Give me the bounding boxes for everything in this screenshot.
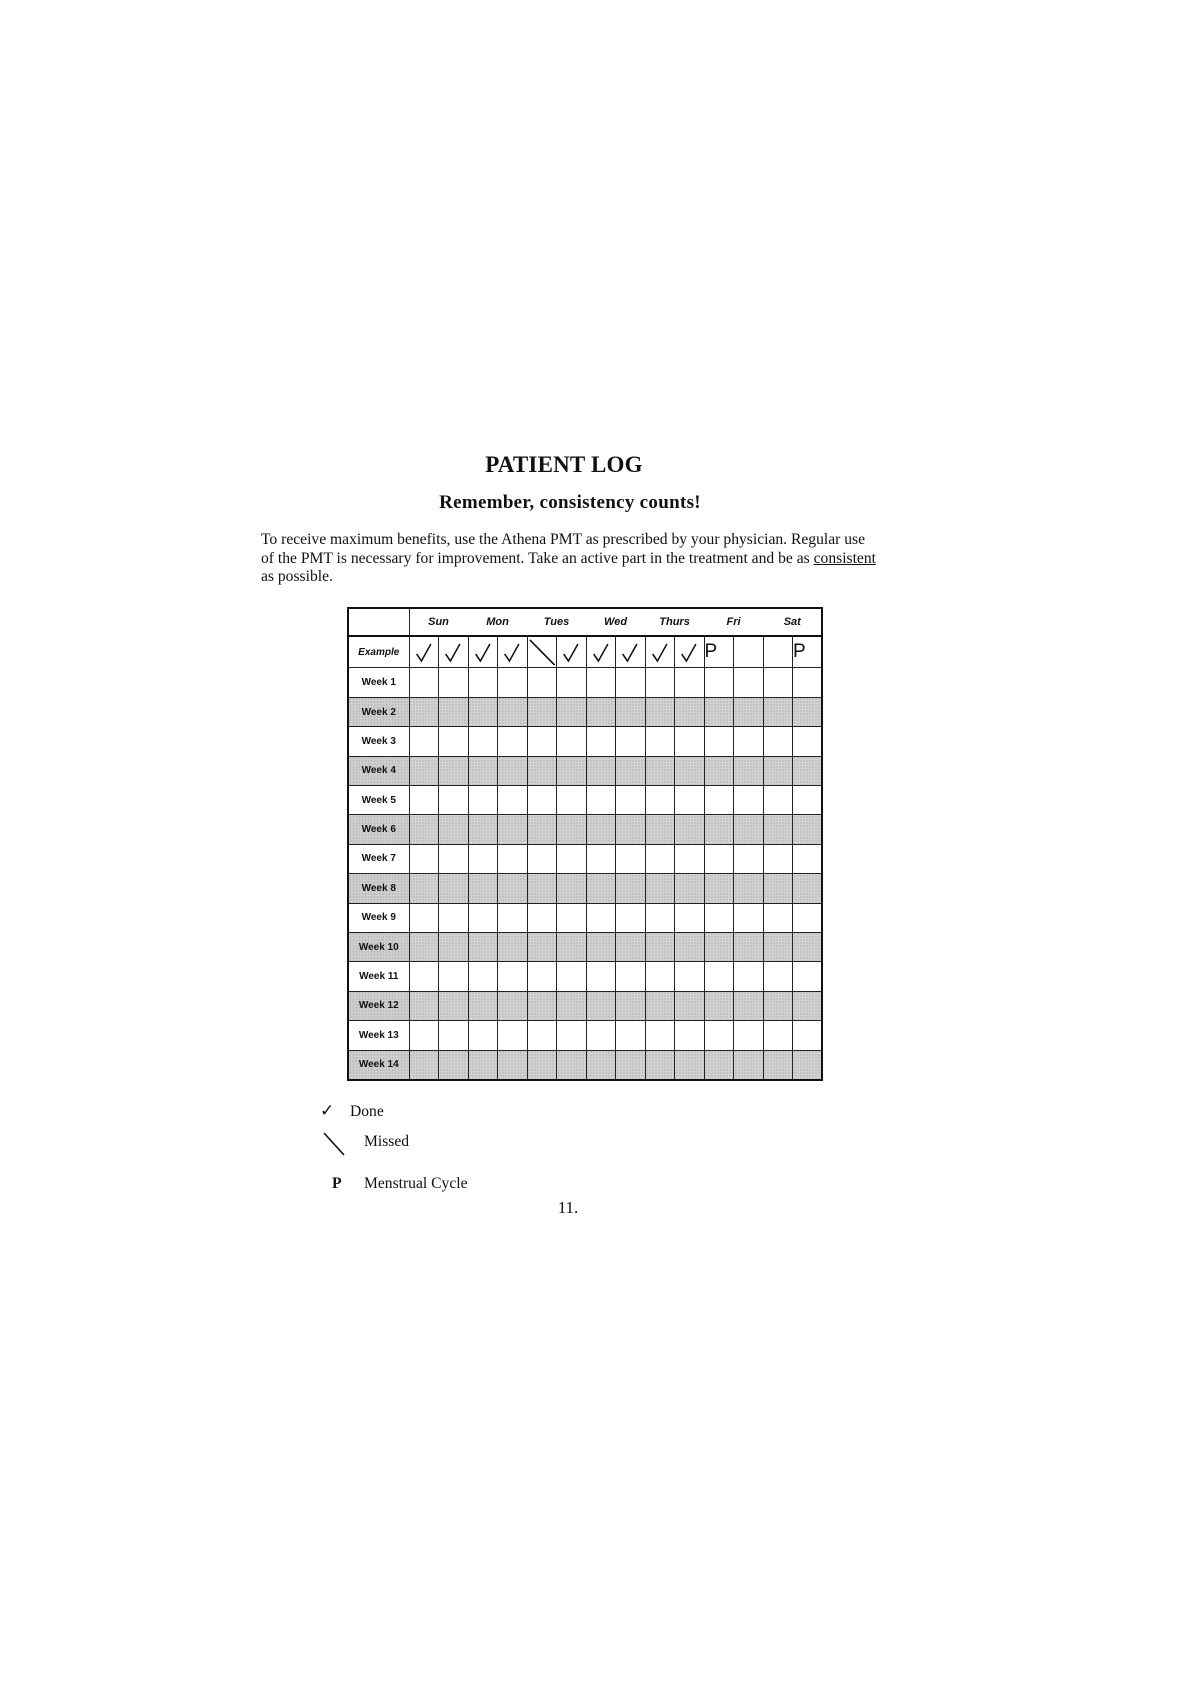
log-cell: [704, 1050, 734, 1080]
log-cell: [498, 756, 528, 785]
week-row: [348, 668, 822, 697]
week-label: Week 13: [348, 1021, 409, 1050]
intro-paragraph: [261, 531, 881, 587]
log-cell: [645, 1050, 675, 1080]
log-cell: [645, 785, 675, 814]
week-label: Week 1: [348, 668, 409, 697]
log-cell: [734, 636, 764, 668]
done-checkmark-icon: [498, 636, 528, 668]
log-cell: [409, 903, 439, 932]
log-cell: [793, 874, 823, 903]
log-cell: [675, 991, 705, 1020]
menstrual-p-mark: P: [704, 636, 734, 668]
log-cell: [439, 756, 469, 785]
log-cell: [645, 1021, 675, 1050]
week-label: Week 12: [348, 991, 409, 1020]
log-cell: [557, 1050, 587, 1080]
log-cell: [734, 1050, 764, 1080]
log-cell: [763, 932, 793, 961]
log-cell: [704, 1021, 734, 1050]
log-cell: [409, 785, 439, 814]
log-cell: [409, 991, 439, 1020]
log-cell: [675, 874, 705, 903]
log-cell: [675, 785, 705, 814]
log-cell: [557, 874, 587, 903]
log-cell: [557, 991, 587, 1020]
log-cell: [704, 756, 734, 785]
log-cell: [557, 785, 587, 814]
week-row: [348, 785, 822, 814]
menstrual-p-symbol: P: [332, 1175, 342, 1192]
log-cell: [468, 962, 498, 991]
week-label: Week 14: [348, 1050, 409, 1080]
log-cell: [468, 756, 498, 785]
log-cell: [645, 697, 675, 726]
log-cell: [557, 844, 587, 873]
log-cell: [675, 756, 705, 785]
log-cell: [439, 785, 469, 814]
log-cell: [734, 1021, 764, 1050]
log-cell: [409, 697, 439, 726]
log-cell: [704, 785, 734, 814]
log-cell: [586, 697, 616, 726]
log-cell: [409, 962, 439, 991]
log-cell: [616, 727, 646, 756]
log-cell: [498, 844, 528, 873]
day-header-wed: Wed: [586, 608, 645, 636]
log-cell: [734, 697, 764, 726]
log-cell: [675, 962, 705, 991]
log-cell: [586, 844, 616, 873]
done-checkmark-icon: [675, 636, 705, 668]
log-cell: [793, 756, 823, 785]
log-cell: [439, 1021, 469, 1050]
log-cell: [734, 727, 764, 756]
log-cell: [616, 903, 646, 932]
log-cell: [557, 1021, 587, 1050]
week-label: Week 9: [348, 903, 409, 932]
log-cell: [557, 756, 587, 785]
log-cell: [409, 1050, 439, 1080]
log-cell: [586, 1021, 616, 1050]
log-cell: [468, 815, 498, 844]
log-cell: [586, 903, 616, 932]
missed-slash-icon: [527, 636, 557, 668]
log-cell: [675, 903, 705, 932]
log-cell: [763, 874, 793, 903]
log-cell: [704, 874, 734, 903]
log-cell: [645, 727, 675, 756]
log-cell: [763, 697, 793, 726]
week-row: [348, 991, 822, 1020]
log-cell: [557, 962, 587, 991]
log-cell: [468, 903, 498, 932]
log-cell: [616, 962, 646, 991]
patient-log-table: [347, 607, 823, 1081]
week-label: Week 5: [348, 785, 409, 814]
log-cell: [586, 668, 616, 697]
table-header-row: [348, 608, 822, 636]
log-cell: [645, 962, 675, 991]
log-cell: [586, 785, 616, 814]
log-cell: [439, 1050, 469, 1080]
log-cell: [527, 815, 557, 844]
log-cell: [498, 1021, 528, 1050]
log-cell: [498, 727, 528, 756]
log-cell: [616, 785, 646, 814]
week-row: [348, 1050, 822, 1080]
log-cell: [498, 1050, 528, 1080]
log-cell: [616, 991, 646, 1020]
log-cell: [468, 727, 498, 756]
page-subtitle: Remember, consistency counts!: [439, 492, 701, 513]
legend-label-done: Done: [350, 1103, 384, 1120]
log-cell: [734, 668, 764, 697]
log-cell: [793, 785, 823, 814]
example-row: [348, 636, 822, 668]
log-cell: [704, 932, 734, 961]
log-cell: [793, 991, 823, 1020]
done-checkmark-icon: [409, 636, 439, 668]
week-label: Week 11: [348, 962, 409, 991]
log-cell: [439, 903, 469, 932]
log-cell: [468, 785, 498, 814]
log-cell: [527, 932, 557, 961]
log-cell: [498, 697, 528, 726]
log-cell: [439, 844, 469, 873]
table-corner: [348, 608, 409, 636]
log-cell: [763, 785, 793, 814]
week-row: [348, 697, 822, 726]
done-checkmark-icon: [645, 636, 675, 668]
log-cell: [468, 697, 498, 726]
log-cell: [586, 932, 616, 961]
week-row: [348, 962, 822, 991]
week-row: [348, 903, 822, 932]
log-cell: [793, 932, 823, 961]
log-cell: [409, 756, 439, 785]
log-cell: [498, 903, 528, 932]
log-cell: [409, 815, 439, 844]
page-number: 11.: [557, 1198, 579, 1217]
log-cell: [645, 991, 675, 1020]
log-cell: [616, 932, 646, 961]
log-cell: [468, 668, 498, 697]
week-label: Week 6: [348, 815, 409, 844]
log-cell: [675, 844, 705, 873]
done-checkmark-icon: [439, 636, 469, 668]
log-cell: [527, 785, 557, 814]
log-cell: [734, 932, 764, 961]
week-label: Week 2: [348, 697, 409, 726]
log-cell: [675, 1021, 705, 1050]
week-label: Week 3: [348, 727, 409, 756]
log-cell: [498, 785, 528, 814]
week-row: [348, 815, 822, 844]
intro-underlined-word: consistent: [813, 549, 876, 567]
log-cell: [645, 874, 675, 903]
log-cell: [793, 727, 823, 756]
log-cell: [527, 697, 557, 726]
log-cell: [675, 727, 705, 756]
log-cell: [704, 844, 734, 873]
log-cell: [734, 991, 764, 1020]
log-cell: [675, 668, 705, 697]
done-checkmark-icon: [616, 636, 646, 668]
log-cell: [498, 932, 528, 961]
day-header-thurs: Thurs: [645, 608, 704, 636]
log-cell: [734, 903, 764, 932]
log-cell: [616, 874, 646, 903]
log-cell: [586, 756, 616, 785]
log-cell: [616, 697, 646, 726]
log-cell: [704, 903, 734, 932]
week-label: Week 10: [348, 932, 409, 961]
week-row: [348, 756, 822, 785]
log-cell: [586, 727, 616, 756]
log-cell: [557, 903, 587, 932]
log-cell: [763, 727, 793, 756]
log-cell: [498, 962, 528, 991]
menstrual-p-mark: P: [793, 636, 823, 668]
log-cell: [498, 815, 528, 844]
legend-label-missed: Missed: [364, 1133, 410, 1150]
log-cell: [439, 874, 469, 903]
log-cell: [763, 991, 793, 1020]
log-cell: [586, 1050, 616, 1080]
log-cell: [793, 668, 823, 697]
log-cell: [468, 991, 498, 1020]
log-cell: [763, 844, 793, 873]
log-cell: [409, 932, 439, 961]
log-cell: [439, 815, 469, 844]
log-cell: [527, 903, 557, 932]
log-cell: [675, 932, 705, 961]
log-cell: [468, 1021, 498, 1050]
log-cell: [409, 844, 439, 873]
day-header-sat: Sat: [763, 608, 822, 636]
log-cell: [586, 962, 616, 991]
log-cell: [734, 756, 764, 785]
log-cell: [763, 815, 793, 844]
log-cell: [616, 756, 646, 785]
log-cell: [439, 962, 469, 991]
log-cell: [763, 636, 793, 668]
log-cell: [527, 874, 557, 903]
log-cell: [557, 697, 587, 726]
done-checkmark-icon: [557, 636, 587, 668]
log-cell: [763, 903, 793, 932]
legend-label-menstrual: Menstrual Cycle: [364, 1175, 468, 1192]
day-header-tues: Tues: [527, 608, 586, 636]
log-cell: [763, 668, 793, 697]
log-cell: [645, 903, 675, 932]
log-cell: [704, 697, 734, 726]
log-cell: [527, 1021, 557, 1050]
week-label: Week 8: [348, 874, 409, 903]
week-row: [348, 727, 822, 756]
log-cell: [439, 697, 469, 726]
day-header-fri: Fri: [704, 608, 763, 636]
log-cell: [704, 991, 734, 1020]
log-cell: [704, 727, 734, 756]
log-cell: [675, 815, 705, 844]
log-cell: [616, 844, 646, 873]
log-cell: [498, 668, 528, 697]
log-cell: [763, 756, 793, 785]
log-cell: [675, 697, 705, 726]
log-cell: [409, 874, 439, 903]
week-row: [348, 1021, 822, 1050]
log-cell: [793, 697, 823, 726]
log-cell: [409, 727, 439, 756]
log-cell: [409, 1021, 439, 1050]
log-cell: [704, 962, 734, 991]
log-cell: [557, 727, 587, 756]
log-cell: [645, 668, 675, 697]
log-cell: [734, 785, 764, 814]
log-cell: [763, 1021, 793, 1050]
missed-slash-icon: [322, 1130, 346, 1158]
log-cell: [527, 844, 557, 873]
log-cell: [734, 815, 764, 844]
log-cell: [793, 1050, 823, 1080]
log-cell: [468, 844, 498, 873]
log-cell: [498, 874, 528, 903]
log-cell: [498, 991, 528, 1020]
log-cell: [439, 932, 469, 961]
log-cell: [645, 756, 675, 785]
log-cell: [527, 962, 557, 991]
log-cell: [645, 844, 675, 873]
log-cell: [616, 1050, 646, 1080]
log-cell: [675, 1050, 705, 1080]
log-cell: [704, 815, 734, 844]
log-cell: [793, 903, 823, 932]
log-cell: [793, 1021, 823, 1050]
log-cell: [793, 815, 823, 844]
log-cell: [468, 1050, 498, 1080]
intro-text-end: as possible.: [261, 568, 333, 585]
checkmark-icon: ✓: [320, 1101, 335, 1120]
log-cell: [704, 668, 734, 697]
log-cell: [409, 668, 439, 697]
log-cell: [439, 727, 469, 756]
log-cell: [468, 874, 498, 903]
week-label: Week 7: [348, 844, 409, 873]
log-cell: [527, 991, 557, 1020]
week-row: [348, 844, 822, 873]
log-cell: [616, 815, 646, 844]
log-cell: [557, 932, 587, 961]
log-cell: [734, 962, 764, 991]
log-cell: [734, 844, 764, 873]
log-cell: [527, 756, 557, 785]
week-label: Week 4: [348, 756, 409, 785]
day-header-sun: Sun: [409, 608, 468, 636]
page-title: PATIENT LOG: [485, 452, 643, 477]
log-cell: [586, 991, 616, 1020]
log-cell: [586, 874, 616, 903]
log-cell: [557, 815, 587, 844]
week-row: [348, 874, 822, 903]
log-cell: [527, 1050, 557, 1080]
log-cell: [586, 815, 616, 844]
log-cell: [734, 874, 764, 903]
log-cell: [439, 668, 469, 697]
log-cell: [557, 668, 587, 697]
log-cell: [645, 932, 675, 961]
log-cell: [793, 844, 823, 873]
example-row-label: Example: [348, 636, 409, 668]
done-checkmark-icon: [586, 636, 616, 668]
day-header-mon: Mon: [468, 608, 527, 636]
log-cell: [527, 668, 557, 697]
intro-text: To receive maximum benefits, use the Athena PMT as prescribed by your physician. Regular use of the PMT is necessary for improvement. Take an active part in the treatment and be as: [261, 531, 866, 567]
done-checkmark-icon: [468, 636, 498, 668]
log-cell: [468, 932, 498, 961]
log-cell: [527, 727, 557, 756]
log-cell: [616, 1021, 646, 1050]
log-cell: [763, 962, 793, 991]
week-row: [348, 932, 822, 961]
log-cell: [645, 815, 675, 844]
log-cell: [793, 962, 823, 991]
log-cell: [439, 991, 469, 1020]
log-cell: [616, 668, 646, 697]
log-cell: [763, 1050, 793, 1080]
